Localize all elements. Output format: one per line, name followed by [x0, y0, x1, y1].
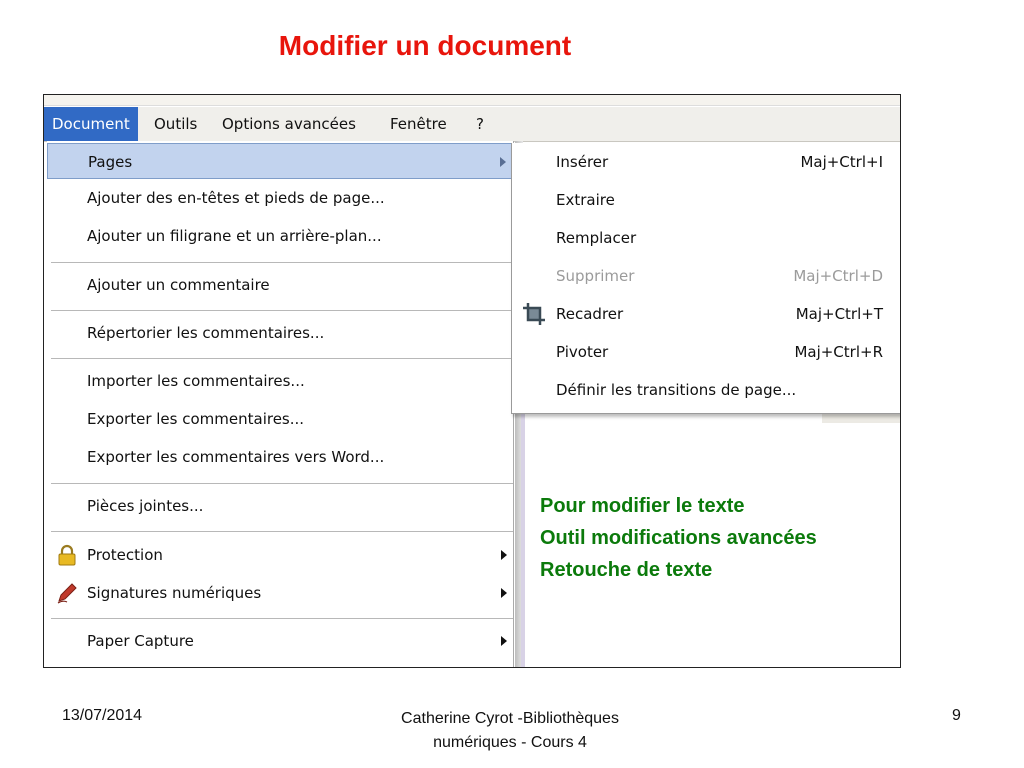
note-line: Pour modifier le texte	[540, 495, 745, 517]
document-menu	[47, 141, 514, 667]
menu-separator	[51, 358, 513, 360]
menu-item-signatures[interactable]	[47, 575, 513, 611]
menu-item-list-comments[interactable]	[47, 315, 513, 351]
slide-title: Modifier un document	[278, 30, 572, 61]
submenu-item-recadrer[interactable]	[512, 295, 901, 333]
submenu-item-pivoter[interactable]	[512, 333, 901, 371]
note-line: Retouche de texte	[540, 559, 713, 581]
menu-item-add-comment[interactable]	[47, 267, 513, 303]
shortcut-label: Maj+Ctrl+I	[800, 153, 883, 171]
submenu-item-label: Pivoter	[556, 343, 609, 361]
menu-separator	[51, 262, 513, 264]
menu-item-label: Ajouter un commentaire	[87, 276, 270, 294]
menu-options-avancees[interactable]: Options avancées	[222, 115, 356, 133]
shortcut-label: Maj+Ctrl+T	[795, 305, 883, 323]
menu-item-watermark[interactable]	[47, 218, 513, 254]
menu-item-label: Paper Capture	[87, 632, 194, 650]
menu-item-label: Ajouter des en-têtes et pieds de page...	[87, 189, 385, 207]
submenu-item-inserer[interactable]	[512, 143, 901, 181]
submenu-item-transitions[interactable]	[512, 371, 901, 409]
footer-date: 13/07/2014	[62, 707, 143, 724]
menu-item-paper-capture[interactable]	[47, 623, 513, 659]
note-line: Outil modifications avancées	[540, 527, 817, 549]
background-window-fragment	[822, 413, 900, 423]
menu-item-label: Pièces jointes...	[87, 497, 204, 515]
submenu-item-label: Définir les transitions de page...	[556, 381, 797, 399]
menu-item-protection[interactable]	[47, 537, 513, 573]
shortcut-label: Maj+Ctrl+D	[793, 267, 883, 285]
background-window-edge	[521, 413, 525, 667]
lock-icon	[55, 543, 79, 567]
submenu-arrow-icon	[501, 550, 507, 560]
menu-bar	[44, 107, 900, 142]
menu-item-label: Exporter les commentaires...	[87, 410, 305, 428]
crop-icon	[522, 302, 546, 326]
pen-icon	[55, 581, 79, 605]
menu-outils[interactable]: Outils	[154, 115, 198, 133]
menu-item-label: Répertorier les commentaires...	[87, 324, 325, 342]
footer-author	[330, 707, 690, 755]
menu-separator	[51, 531, 513, 533]
menu-item-label: Pages	[88, 153, 133, 171]
submenu-item-label: Extraire	[556, 191, 615, 209]
menu-separator	[51, 618, 513, 620]
menu-help[interactable]: ?	[476, 115, 484, 133]
submenu-item-label: Remplacer	[556, 229, 637, 247]
menu-item-export-comments-word[interactable]	[47, 439, 513, 475]
menu-item-pages[interactable]	[47, 143, 513, 179]
menu-document[interactable]: Document	[44, 107, 138, 141]
shortcut-label: Maj+Ctrl+R	[794, 343, 883, 361]
toolbar-strip	[44, 95, 900, 106]
submenu-item-label: Recadrer	[556, 305, 624, 323]
submenu-item-extraire[interactable]	[512, 181, 901, 219]
submenu-item-supprimer	[512, 257, 901, 295]
submenu-arrow-icon	[501, 636, 507, 646]
submenu-arrow-icon	[501, 588, 507, 598]
menu-item-label: Exporter les commentaires vers Word...	[87, 448, 385, 466]
menu-separator	[51, 483, 513, 485]
menu-item-export-comments[interactable]	[47, 401, 513, 437]
submenu-item-label: Supprimer	[556, 267, 635, 285]
menu-item-label: Importer les commentaires...	[87, 372, 305, 390]
footer-author-line2: numériques - Cours 4	[433, 734, 587, 751]
submenu-item-label: Insérer	[556, 153, 609, 171]
menu-item-label: Signatures numériques	[87, 584, 262, 602]
submenu-item-remplacer[interactable]	[512, 219, 901, 257]
annotation-notes	[540, 490, 817, 586]
menu-item-label: Protection	[87, 546, 163, 564]
submenu-arrow-icon	[500, 157, 506, 167]
menu-fenetre[interactable]: Fenêtre	[390, 115, 447, 133]
pages-submenu	[511, 143, 901, 414]
menu-item-import-comments[interactable]	[47, 363, 513, 399]
menu-item-label: Ajouter un filigrane et un arrière-plan...	[87, 227, 382, 245]
footer-page-number: 9	[952, 707, 961, 724]
menu-item-headers-footers[interactable]	[47, 180, 513, 216]
footer-author-line1: Catherine Cyrot -Bibliothèques	[401, 710, 619, 727]
menu-item-attachments[interactable]	[47, 488, 513, 524]
menu-separator	[51, 310, 513, 312]
